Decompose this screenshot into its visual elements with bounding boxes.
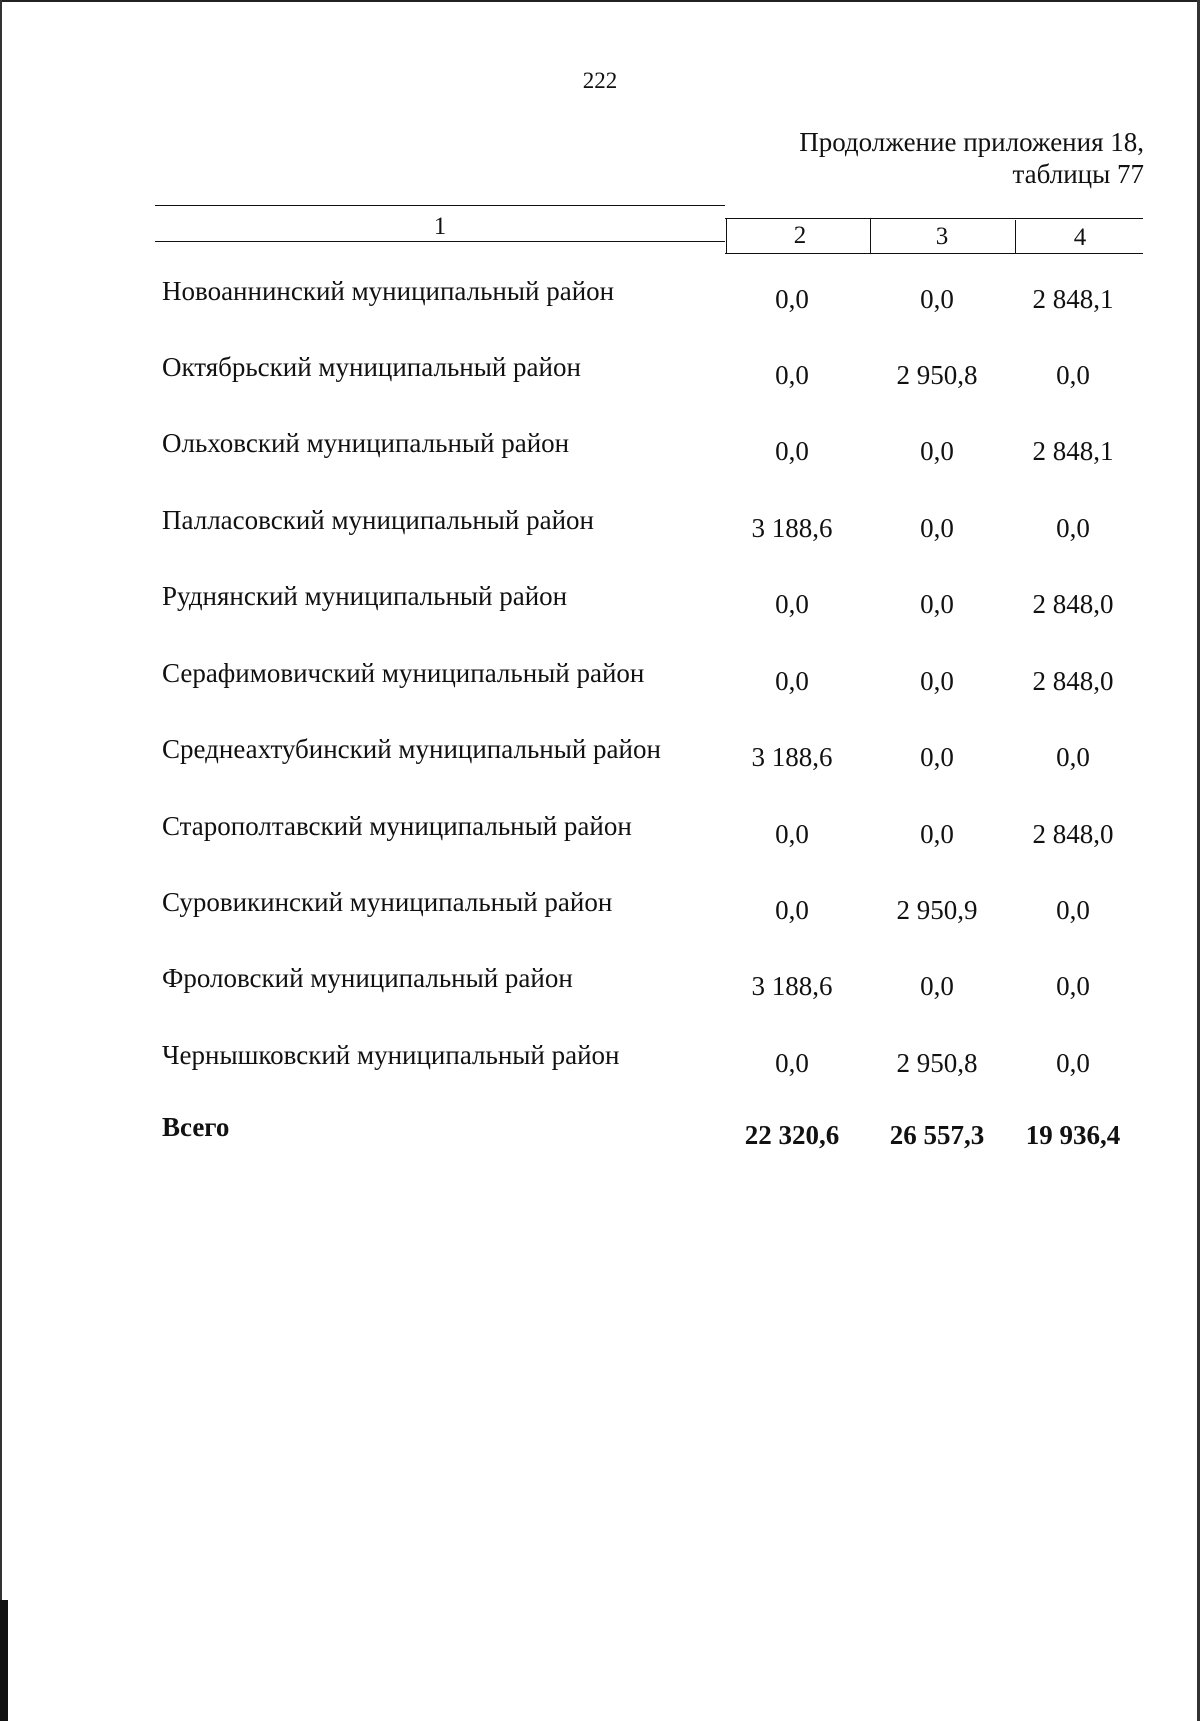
row-value-col3: 0,0 [920, 666, 954, 696]
row-value-col4: 0,0 [1056, 513, 1090, 543]
row-value-col4: 0,0 [1056, 895, 1090, 925]
row-name: Суровикинский муниципальный район [162, 887, 613, 917]
row-value-col2: 0,0 [775, 1048, 809, 1078]
continuation-line-2: таблицы 77 [1012, 159, 1144, 189]
row-value-col3: 2 950,8 [896, 1048, 978, 1078]
header-top-rule-right [725, 218, 1143, 219]
row-name: Старополтавский муниципальный район [162, 811, 632, 841]
row-value-col3: 0,0 [920, 971, 954, 1001]
total-row [0, 1112, 1200, 1152]
row-value-col2: 3 188,6 [751, 971, 833, 1001]
table-row [0, 505, 1200, 545]
row-value-col2: 0,0 [775, 819, 809, 849]
row-value-col2: 0,0 [775, 589, 809, 619]
header-bottom-rule [725, 253, 1143, 254]
row-value-col4: 2 848,1 [1032, 284, 1114, 314]
row-value-col3: 0,0 [920, 742, 954, 772]
total-value-col4: 19 936,4 [1025, 1120, 1121, 1150]
row-name: Среднеахтубинский муниципальный район [162, 734, 661, 764]
row-name: Октябрьский муниципальный район [162, 352, 581, 382]
row-name: Серафимовичский муниципальный район [162, 658, 645, 688]
header-top-rule [155, 205, 725, 206]
row-value-col4: 2 848,0 [1032, 589, 1114, 619]
row-value-col4: 0,0 [1056, 742, 1090, 772]
row-value-col2: 0,0 [775, 360, 809, 390]
row-value-col2: 3 188,6 [751, 742, 833, 772]
row-value-col3: 2 950,9 [896, 895, 978, 925]
row-value-col4: 2 848,0 [1032, 666, 1114, 696]
row-value-col3: 0,0 [920, 436, 954, 466]
row-value-col4: 0,0 [1056, 1048, 1090, 1078]
column-header-4: 4 [1073, 224, 1087, 251]
column-header-2: 2 [793, 222, 807, 249]
table-row [0, 276, 1200, 316]
header-mid-rule [155, 241, 725, 242]
row-value-col4: 0,0 [1056, 360, 1090, 390]
page-number: 222 [582, 68, 618, 93]
row-value-col2: 3 188,6 [751, 513, 833, 543]
table-row [0, 734, 1200, 774]
row-value-col4: 0,0 [1056, 971, 1090, 1001]
continuation-line-1: Продолжение приложения 18, [799, 127, 1144, 157]
row-name: Палласовский муниципальный район [162, 505, 594, 535]
row-name: Новоаннинский муниципальный район [162, 276, 615, 306]
total-value-col2: 22 320,6 [744, 1120, 840, 1150]
table-row [0, 963, 1200, 1003]
row-value-col3: 0,0 [920, 589, 954, 619]
row-value-col4: 2 848,1 [1032, 436, 1114, 466]
header-divider-1 [726, 218, 727, 253]
total-value-col3: 26 557,3 [889, 1120, 985, 1150]
table-row [0, 811, 1200, 851]
row-value-col3: 0,0 [920, 513, 954, 543]
row-name: Фроловский муниципальный район [162, 963, 573, 993]
table-row [0, 428, 1200, 468]
row-value-col2: 0,0 [775, 895, 809, 925]
header-divider-2 [870, 218, 871, 253]
row-value-col3: 0,0 [920, 284, 954, 314]
row-name: Чернышковский муниципальный район [162, 1040, 620, 1070]
row-value-col2: 0,0 [775, 666, 809, 696]
table-row [0, 658, 1200, 698]
row-value-col4: 2 848,0 [1032, 819, 1114, 849]
total-label: Всего [162, 1112, 230, 1142]
row-value-col3: 0,0 [920, 819, 954, 849]
row-value-col2: 0,0 [775, 436, 809, 466]
continuation-note [799, 126, 1144, 190]
scan-border-top [0, 0, 1200, 2]
scan-border-left [0, 0, 2, 1721]
row-name: Руднянский муниципальный район [162, 581, 568, 611]
row-value-col3: 2 950,8 [896, 360, 978, 390]
scan-binding-mark [0, 1600, 8, 1721]
row-value-col2: 0,0 [775, 284, 809, 314]
table-row [0, 352, 1200, 392]
table-row [0, 887, 1200, 927]
table-row [0, 581, 1200, 621]
row-name: Ольховский муниципальный район [162, 428, 570, 458]
column-header-1: 1 [433, 213, 447, 240]
table-row [0, 1040, 1200, 1080]
column-header-3: 3 [935, 223, 949, 250]
header-divider-3 [1015, 220, 1016, 253]
